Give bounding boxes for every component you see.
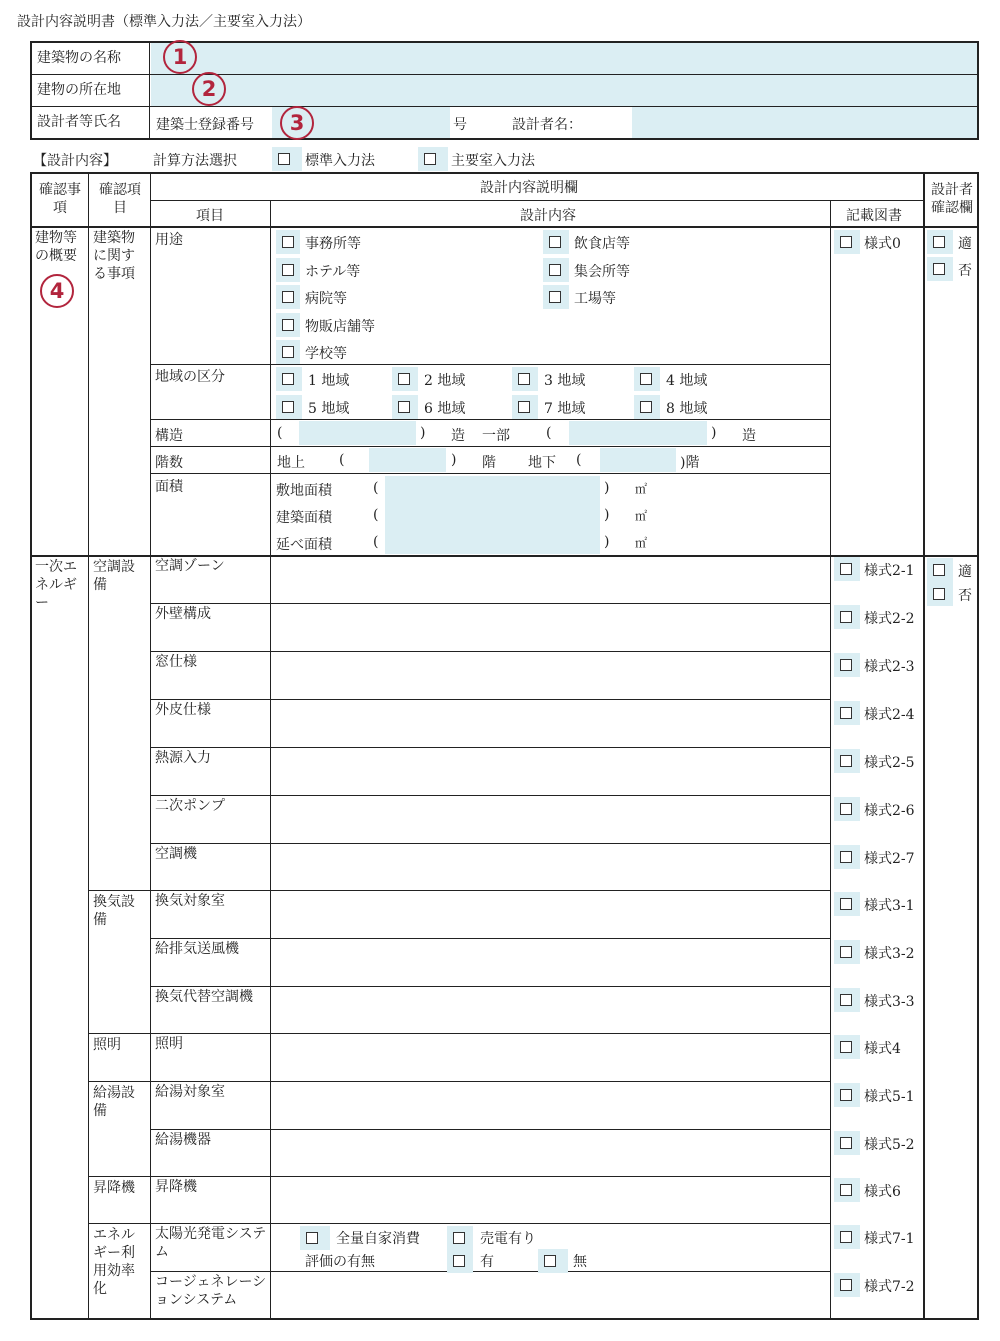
- form-checkbox[interactable]: [834, 940, 860, 964]
- overview-item: 建築物に関する事項: [93, 230, 135, 282]
- area-label: 面積: [155, 479, 183, 495]
- energy-item-label: 外壁構成: [155, 606, 211, 622]
- use-checkbox[interactable]: [276, 340, 300, 364]
- structure-paren-3: (: [546, 425, 552, 441]
- form-checkbox[interactable]: [834, 749, 860, 773]
- solar-self-consumption-checkbox[interactable]: [300, 1226, 330, 1250]
- form-label: 様式2-3: [864, 659, 915, 675]
- form-checkbox[interactable]: [834, 1225, 860, 1249]
- table-hline: [150, 699, 830, 700]
- designer-name-label: 設計者名：: [512, 117, 582, 133]
- area-paren-open: (: [373, 480, 379, 496]
- structure-zo-2: 造: [742, 428, 756, 444]
- form-checkbox[interactable]: [834, 1035, 860, 1059]
- table-hline: [150, 843, 830, 844]
- form-label: 様式6: [864, 1184, 901, 1200]
- building-name-label: 建築物の名称: [32, 43, 150, 74]
- energy-item-label: 太陽光発電システム: [155, 1226, 267, 1260]
- table-vline: [88, 172, 89, 1318]
- energy-adequate-checkbox[interactable]: [927, 558, 953, 582]
- form-label: 様式2-5: [864, 755, 915, 771]
- form-checkbox[interactable]: [834, 653, 860, 677]
- form-checkbox[interactable]: [834, 557, 860, 581]
- table-hline: [150, 1271, 830, 1272]
- area-unit: ㎡: [635, 536, 648, 550]
- area-name: 建築面積: [276, 510, 332, 526]
- use-option-label: 飲食店等: [574, 236, 630, 252]
- form-checkbox[interactable]: [834, 1178, 860, 1202]
- energy-item-label: 二次ポンプ: [155, 798, 225, 814]
- area-unit: ㎡: [635, 482, 648, 496]
- form-label: 様式4: [864, 1041, 901, 1057]
- solar-eval-label: 評価の有無: [305, 1254, 375, 1270]
- use-checkbox[interactable]: [543, 230, 569, 254]
- energy-item-label: 空調機: [155, 846, 197, 862]
- form-label: 様式3-2: [864, 946, 915, 962]
- go-label: 号: [453, 117, 467, 133]
- energy-group-label: 換気設備: [93, 894, 135, 928]
- use-option-label: ホテル等: [305, 263, 361, 280]
- use-option-label: 事務所等: [305, 236, 361, 252]
- region-option-label: 1 地域: [308, 373, 350, 389]
- col-desc-area: 設計内容説明欄: [480, 180, 578, 196]
- energy-item-label: 昇降機: [155, 1179, 197, 1195]
- table-hline: [150, 200, 923, 201]
- table-hline: [150, 364, 830, 365]
- region-checkbox[interactable]: [392, 395, 418, 419]
- region-label: 地域の区分: [155, 369, 225, 385]
- table-hline: [88, 1081, 150, 1082]
- use-option-label: 工場等: [574, 291, 616, 307]
- table-hline: [30, 1318, 979, 1320]
- structure-sub-field[interactable]: [569, 421, 707, 445]
- use-label: 用途: [155, 232, 183, 248]
- structure-main-field[interactable]: [299, 421, 416, 445]
- solar-sell-label: 売電有り: [480, 1231, 536, 1247]
- col-confirm-item: 確認項目: [99, 182, 141, 216]
- area-paren-open: (: [373, 534, 379, 550]
- area-paren-close: ): [604, 507, 610, 523]
- use-option-label: 物販店舗等: [305, 318, 375, 335]
- overview-adequate-checkbox[interactable]: [927, 230, 953, 254]
- energy-group-label: 空調設備: [93, 559, 135, 593]
- method-standard-label: 標準入力法: [305, 153, 375, 169]
- form-label: 様式7-1: [864, 1231, 915, 1247]
- table-hline: [150, 1129, 830, 1130]
- marker-1: 1: [163, 40, 197, 74]
- energy-inadequate-checkbox[interactable]: [927, 582, 953, 606]
- form-label: 様式2-2: [864, 611, 915, 627]
- solar-eval-no-checkbox[interactable]: [538, 1249, 568, 1273]
- use-checkbox[interactable]: [543, 285, 569, 309]
- table-hline: [150, 890, 830, 891]
- table-vline: [977, 172, 979, 1320]
- form-label: 様式3-1: [864, 898, 915, 914]
- table-hline: [150, 938, 830, 939]
- energy-item-label: 照明: [155, 1036, 183, 1052]
- floors-paren-3: (: [576, 452, 582, 468]
- energy-item-label: 外皮仕様: [155, 702, 211, 718]
- floors-below-label: 地下: [528, 455, 556, 471]
- region-option-label: 6 地域: [424, 400, 466, 417]
- col-content: 設計内容: [520, 208, 576, 224]
- table-hline: [150, 651, 830, 652]
- marker-2: 2: [192, 72, 226, 106]
- designer-label: 設計者等氏名: [32, 107, 150, 138]
- energy-item-label: 窓仕様: [155, 654, 197, 670]
- table-hline: [150, 1176, 830, 1177]
- area-fields[interactable]: [385, 476, 600, 554]
- energy-item-label: 換気代替空調機: [155, 989, 253, 1005]
- area-paren-close: ): [604, 480, 610, 496]
- region-checkbox[interactable]: [276, 367, 302, 391]
- solar-eval-yes-label: 有: [480, 1254, 494, 1270]
- structure-label: 構造: [155, 428, 183, 444]
- table-vline: [830, 200, 831, 1318]
- table-vline: [150, 172, 151, 1318]
- form-checkbox[interactable]: [834, 1083, 860, 1107]
- form-checkbox[interactable]: [834, 797, 860, 821]
- energy-inadequate-label: 否: [958, 588, 972, 604]
- table-hline: [150, 986, 830, 987]
- region-option-label: 5 地域: [308, 400, 350, 417]
- area-unit: ㎡: [635, 509, 648, 523]
- solar-self-consumption-label: 全量自家消費: [336, 1231, 420, 1247]
- energy-item-label: コージェネレーションシステム: [155, 1274, 267, 1308]
- design-section-label: 【設計内容】: [33, 153, 117, 169]
- region-checkbox[interactable]: [276, 395, 302, 419]
- region-checkbox[interactable]: [512, 367, 538, 391]
- energy-matter: 一次エネルギー: [35, 559, 77, 611]
- table-hline: [150, 473, 830, 474]
- energy-group-label: 給湯設備: [93, 1085, 135, 1119]
- structure-paren-2: ): [420, 425, 426, 441]
- floors-above-field[interactable]: [369, 448, 446, 472]
- table-hline: [150, 1223, 830, 1224]
- use-option-label: 学校等: [305, 346, 347, 362]
- overview-matter: 建物等の概要: [35, 230, 77, 264]
- marker-4: 4: [40, 274, 74, 308]
- energy-group-label: 照明: [93, 1037, 121, 1053]
- region-checkbox[interactable]: [634, 367, 660, 391]
- col-item: 項目: [196, 208, 224, 224]
- col-drawing: 記載図書: [846, 208, 902, 224]
- table-hline: [88, 1223, 150, 1224]
- form-checkbox[interactable]: [834, 845, 860, 869]
- region-option-label: 7 地域: [544, 400, 586, 417]
- use-option-label: 集会所等: [574, 263, 630, 280]
- form-checkbox[interactable]: [834, 988, 860, 1012]
- col-designer-check: 設計者確認欄: [931, 182, 973, 216]
- floors-paren-1: (: [339, 452, 345, 468]
- table-vline: [270, 200, 271, 1318]
- floors-label: 階数: [155, 455, 183, 471]
- table-hline: [150, 747, 830, 748]
- energy-item-label: 給湯機器: [155, 1132, 211, 1148]
- energy-item-label: 空調ゾーン: [155, 558, 225, 574]
- marker-3: 3: [280, 106, 314, 140]
- area-paren-open: (: [373, 507, 379, 523]
- use-option-label: 病院等: [305, 291, 347, 307]
- use-checkbox[interactable]: [276, 313, 300, 337]
- floors-paren-4: )階: [680, 455, 700, 471]
- location-label: 建物の所在地: [32, 75, 150, 106]
- structure-paren-1: (: [277, 425, 283, 441]
- table-hline: [150, 795, 830, 796]
- area-name: 延べ面積: [276, 537, 332, 553]
- table-hline: [150, 1081, 830, 1082]
- solar-sell-checkbox[interactable]: [447, 1226, 473, 1250]
- region-option-label: 2 地域: [424, 373, 466, 389]
- table-hline: [150, 1033, 830, 1034]
- region-checkbox[interactable]: [634, 395, 660, 419]
- form-checkbox[interactable]: [834, 605, 860, 629]
- architect-no-label: 建築士登録番号: [156, 117, 254, 133]
- document-title: 設計内容説明書（標準入力法／主要室入力法）: [17, 14, 311, 30]
- form-label: 様式3-3: [864, 994, 915, 1010]
- form0-checkbox[interactable]: [834, 230, 860, 254]
- region-option-label: 8 地域: [666, 400, 708, 417]
- table-hline: [150, 419, 830, 420]
- table-vline: [923, 172, 925, 1318]
- use-checkbox[interactable]: [276, 285, 300, 309]
- form-checkbox[interactable]: [834, 1131, 860, 1155]
- form0-label: 様式0: [864, 236, 901, 252]
- solar-eval-yes-checkbox[interactable]: [447, 1249, 473, 1273]
- col-confirm-matter: 確認事項: [39, 182, 81, 216]
- floors-above-label: 地上: [277, 455, 305, 471]
- energy-item-label: 給湯対象室: [155, 1084, 225, 1100]
- form-label: 様式7-2: [864, 1279, 915, 1295]
- floors-below-field[interactable]: [600, 448, 676, 472]
- floors-kai: 階: [482, 455, 496, 471]
- region-option-label: 4 地域: [666, 373, 708, 389]
- table-vline: [30, 172, 32, 1320]
- floors-paren-2: ): [451, 452, 457, 468]
- form-label: 様式2-7: [864, 851, 915, 867]
- table-hline: [88, 1033, 150, 1034]
- table-hline: [150, 603, 830, 604]
- table-hline: [88, 890, 150, 891]
- overview-inadequate-checkbox[interactable]: [927, 257, 953, 281]
- energy-group-label: エネルギー利用効率化: [93, 1227, 135, 1297]
- form-label: 様式2-1: [864, 563, 915, 579]
- table-hline: [150, 446, 830, 447]
- structure-ichibu: 一部: [482, 428, 510, 444]
- overview-inadequate-label: 否: [958, 263, 972, 279]
- form-checkbox[interactable]: [834, 1273, 860, 1297]
- table-hline: [30, 172, 979, 174]
- region-checkbox[interactable]: [392, 367, 418, 391]
- structure-zo: 造: [451, 428, 465, 444]
- form-checkbox[interactable]: [834, 701, 860, 725]
- method-main-room-label: 主要室入力法: [451, 153, 535, 169]
- use-checkbox[interactable]: [276, 258, 300, 282]
- energy-adequate-label: 適: [958, 564, 972, 580]
- area-name: 敷地面積: [276, 483, 332, 499]
- form-label: 様式2-6: [864, 803, 915, 819]
- area-paren-close: ): [604, 534, 610, 550]
- table-hline: [30, 226, 979, 228]
- energy-item-label: 給排気送風機: [155, 941, 239, 957]
- overview-adequate-label: 適: [958, 236, 972, 252]
- use-checkbox[interactable]: [543, 258, 569, 282]
- use-checkbox[interactable]: [276, 230, 300, 254]
- energy-item-label: 熱源入力: [155, 750, 211, 766]
- solar-eval-no-label: 無: [573, 1254, 587, 1270]
- form-label: 様式5-2: [864, 1137, 915, 1153]
- form-label: 様式2-4: [864, 707, 915, 723]
- structure-paren-4: ): [711, 425, 717, 441]
- energy-group-label: 昇降機: [93, 1180, 135, 1196]
- energy-item-label: 換気対象室: [155, 893, 225, 909]
- region-option-label: 3 地域: [544, 373, 586, 389]
- method-label: 計算方法選択: [153, 153, 237, 169]
- form-label: 様式5-1: [864, 1089, 915, 1105]
- form-checkbox[interactable]: [834, 892, 860, 916]
- table-hline: [88, 1176, 150, 1177]
- region-checkbox[interactable]: [512, 395, 538, 419]
